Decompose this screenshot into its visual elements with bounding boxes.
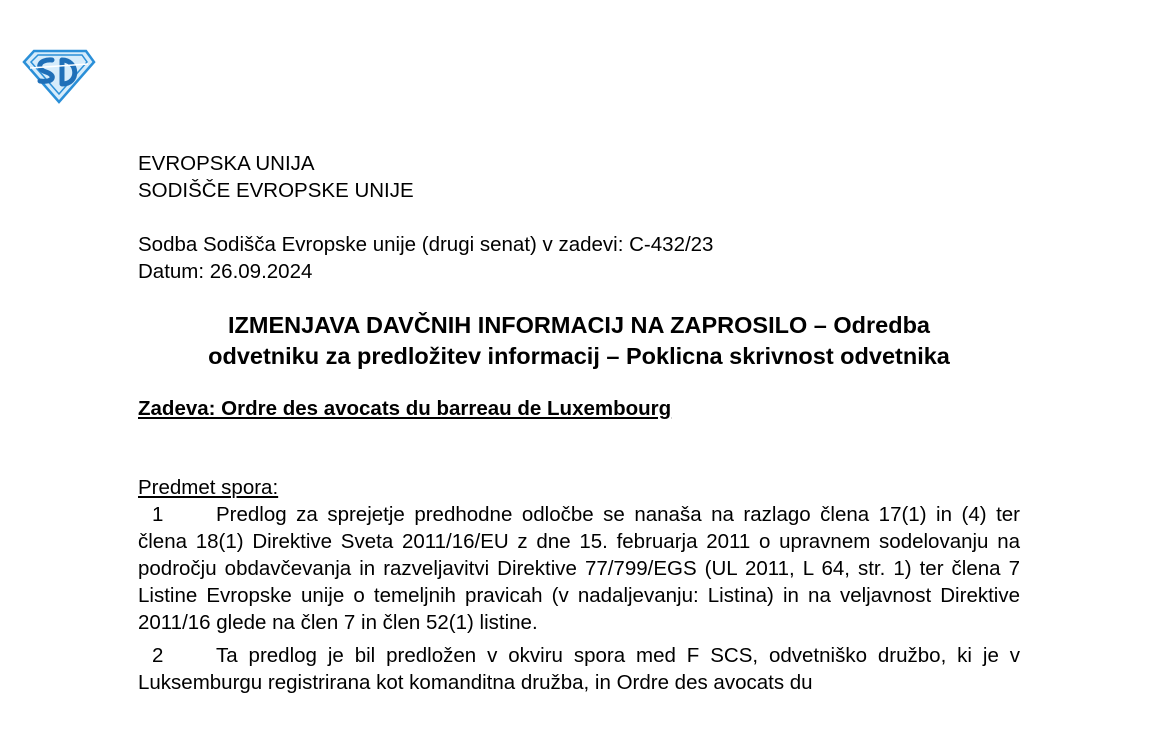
section-label: Predmet spora: xyxy=(138,476,279,499)
date-line: Datum: 26.09.2024 xyxy=(138,260,313,283)
case-subject: Zadeva: Ordre des avocats du barreau de Luxembourg xyxy=(138,397,672,420)
document-title xyxy=(138,310,1020,372)
paragraph-number: 1 xyxy=(152,503,164,526)
case-line: Sodba Sodišča Evropske unije (drugi senat) v zadevi: C-432/23 xyxy=(138,233,714,256)
court-logo-icon xyxy=(22,48,96,104)
paragraph xyxy=(138,501,1020,636)
paragraph-text: Ta predlog je bil predložen v okviru spora med F SCS, odvetniško družbo, ki je v Luksemburgu registrirana kot komanditna družba, in Ordre des avocats du xyxy=(138,644,1020,694)
case-meta xyxy=(138,231,1020,285)
document-page xyxy=(138,150,1020,702)
title-line-2: odvetniku za predložitev informacij – Poklicna skrivnost odvetnika xyxy=(208,343,950,369)
paragraph-text: Predlog za sprejetje predhodne odločbe se nanaša na razlago člena 17(1) in (4) ter člena 18(1) Direktive Sveta 2011/16/EU z dne 15. februarja 2011 o upravnem sodelovanju na področju obdavčevanja in razveljavitvi Direktive 77/799/EGS (UL 2011, L 64, str. 1) ter člena 7 Listine Evropske unije o temeljnih pravicah (v nadaljevanju: Listina) in na veljavnost Direktive 2011/16 glede na člen 7 in člen 52(1) listine. xyxy=(138,503,1020,634)
court-heading xyxy=(138,150,1020,204)
paragraph-number: 2 xyxy=(152,644,164,667)
org-line-2: SODIŠČE EVROPSKE UNIJE xyxy=(138,179,414,202)
paragraph xyxy=(138,642,1020,696)
org-line-1: EVROPSKA UNIJA xyxy=(138,152,315,175)
title-line-1: IZMENJAVA DAVČNIH INFORMACIJ NA ZAPROSILO – Odredba xyxy=(228,312,930,338)
